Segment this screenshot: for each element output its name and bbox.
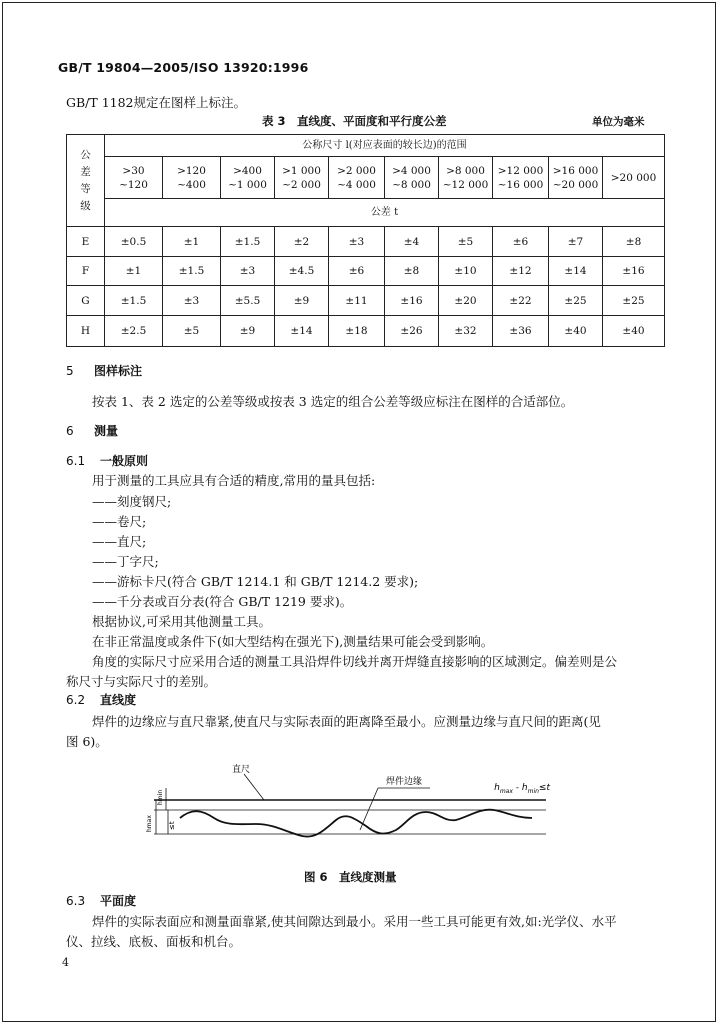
- range-cell: >1 000 ~2 000: [275, 157, 329, 199]
- value-cell: ±8: [385, 257, 439, 286]
- page-number: 4: [62, 956, 69, 969]
- tolerance-label: ≤t: [168, 821, 176, 830]
- value-cell: ±7: [549, 227, 603, 257]
- value-cell: ±40: [549, 316, 603, 347]
- value-cell: ±26: [385, 316, 439, 347]
- paragraph-line: 焊件的实际表面应和测量面靠紧,使其间隙达到最小。采用一些工具可能更有效,如:光学仪、水平: [92, 914, 617, 929]
- section-number: 6.2: [66, 693, 86, 707]
- tolerance-formula: $h_{max} - h_{min}\le t$: [494, 783, 550, 795]
- value-cell: ±4.5: [275, 257, 329, 286]
- grade-header-char: 公: [80, 148, 91, 161]
- edge-leader: [360, 788, 378, 830]
- value-cell: ±6: [493, 227, 549, 257]
- table-row: [67, 286, 665, 316]
- value-cell: ±1: [105, 257, 163, 286]
- range-cell: >20 000: [603, 157, 665, 199]
- section-6-heading: [66, 422, 118, 439]
- paragraph-line: 称尺寸与实际尺寸的差别。: [66, 674, 217, 689]
- value-cell: ±1.5: [105, 286, 163, 316]
- value-cell: ±16: [385, 286, 439, 316]
- standard-code: GB/T 19804—2005/ISO 13920:1996: [58, 60, 309, 75]
- section-6-1-heading: [66, 452, 148, 469]
- value-cell: ±40: [603, 316, 665, 347]
- value-cell: ±18: [329, 316, 385, 347]
- paragraph-line: 焊件的边缘应与直尺靠紧,使直尺与实际表面的距离降至最小。应测量边缘与直尺间的距离(见: [92, 714, 601, 729]
- value-cell: ±14: [275, 316, 329, 347]
- grade-header-char: 级: [80, 199, 91, 212]
- figure-caption: 图 6 直线度测量: [304, 870, 397, 884]
- table-row: [67, 257, 665, 286]
- weld-edge-curve: [180, 810, 532, 837]
- value-cell: ±12: [493, 257, 549, 286]
- value-cell: ±0.5: [105, 227, 163, 257]
- section-title: 一般原则: [100, 454, 149, 468]
- tolerance-header: 公差 t: [105, 199, 665, 227]
- paragraph-line: 根据协议,可采用其他测量工具。: [92, 614, 271, 629]
- section-title: 图样标注: [94, 364, 143, 378]
- value-cell: ±32: [439, 316, 493, 347]
- range-cell: >2 000 ~4 000: [329, 157, 385, 199]
- straightness-figure: [140, 760, 560, 860]
- range-cell: >400 ~1 000: [221, 157, 275, 199]
- section-number: 6.1: [66, 454, 86, 468]
- section-title: 直线度: [100, 693, 137, 707]
- value-cell: ±25: [603, 286, 665, 316]
- value-cell: ±1: [163, 227, 221, 257]
- tolerance-table: [66, 134, 665, 347]
- list-item: ——直尺;: [92, 534, 147, 549]
- section-6-3-heading: [66, 892, 136, 909]
- range-cell: >120 ~400: [163, 157, 221, 199]
- list-item: ——刻度钢尺;: [92, 494, 172, 509]
- value-cell: ±20: [439, 286, 493, 316]
- list-item: ——丁字尺;: [92, 554, 159, 569]
- section-6-2-heading: [66, 691, 136, 708]
- ruler-label: 直尺: [232, 765, 251, 775]
- ruler-leader: [244, 774, 264, 800]
- grade-header-cell: [67, 135, 105, 227]
- range-cell: >8 000 ~12 000: [439, 157, 493, 199]
- section-number: 6.3: [66, 894, 86, 908]
- value-cell: ±5: [163, 316, 221, 347]
- list-item: ——卷尺;: [92, 514, 147, 529]
- paragraph-line: 在非正常温度或条件下(如大型结构在强光下),测量结果可能会受到影响。: [92, 634, 494, 649]
- section-title: 平面度: [100, 894, 137, 908]
- size-range-header: 公称尺寸 l(对应表面的较长边)的范围: [105, 135, 665, 157]
- grade-cell: G: [67, 286, 105, 316]
- paragraph-line: 图 6)。: [66, 734, 108, 749]
- grade-cell: H: [67, 316, 105, 347]
- value-cell: ±11: [329, 286, 385, 316]
- grade-cell: F: [67, 257, 105, 286]
- section-number: 6: [66, 424, 74, 438]
- value-cell: ±5: [439, 227, 493, 257]
- hmax-label: hmax: [146, 815, 153, 832]
- value-cell: ±36: [493, 316, 549, 347]
- value-cell: ±9: [275, 286, 329, 316]
- value-cell: ±10: [439, 257, 493, 286]
- value-cell: ±5.5: [221, 286, 275, 316]
- value-cell: ±25: [549, 286, 603, 316]
- value-cell: ±2.5: [105, 316, 163, 347]
- range-cell: >12 000 ~16 000: [493, 157, 549, 199]
- table-caption: 表 3 直线度、平面度和平行度公差: [262, 114, 447, 128]
- hmin-label: hmin: [157, 789, 164, 805]
- value-cell: ±3: [329, 227, 385, 257]
- value-cell: ±14: [549, 257, 603, 286]
- value-cell: ±3: [163, 286, 221, 316]
- range-cell: >4 000 ~8 000: [385, 157, 439, 199]
- grade-header-char: 等: [80, 182, 91, 195]
- grade-cell: E: [67, 227, 105, 257]
- value-cell: ±9: [221, 316, 275, 347]
- value-cell: ±6: [329, 257, 385, 286]
- value-cell: ±1.5: [221, 227, 275, 257]
- section-5-text: 按表 1、表 2 选定的公差等级或按表 3 选定的组合公差等级应标注在图样的合适部位。: [92, 394, 574, 409]
- intro-line: GB/T 1182规定在图样上标注。: [66, 95, 247, 110]
- value-cell: ±8: [603, 227, 665, 257]
- edge-label: 焊件边缘: [386, 777, 423, 787]
- table-row: [67, 227, 665, 257]
- paragraph-line: 用于测量的工具应具有合适的精度,常用的量具包括:: [92, 473, 376, 488]
- value-cell: ±1.5: [163, 257, 221, 286]
- value-cell: ±22: [493, 286, 549, 316]
- value-cell: ±16: [603, 257, 665, 286]
- list-item: ——千分表或百分表(符合 GB/T 1219 要求)。: [92, 594, 353, 609]
- range-cell: >16 000 ~20 000: [549, 157, 603, 199]
- grade-header-char: 差: [80, 165, 91, 178]
- value-cell: ±4: [385, 227, 439, 257]
- list-item: ——游标卡尺(符合 GB/T 1214.1 和 GB/T 1214.2 要求);: [92, 574, 419, 589]
- section-5-heading: [66, 362, 142, 379]
- range-row: [67, 157, 665, 199]
- unit-note: 单位为毫米: [592, 116, 645, 128]
- section-number: 5: [66, 364, 74, 378]
- range-cell: >30 ~120: [105, 157, 163, 199]
- table-row: [67, 316, 665, 347]
- value-cell: ±3: [221, 257, 275, 286]
- paragraph-line: 角度的实际尺寸应采用合适的测量工具沿焊件切线并离开焊缝直接影响的区域测定。偏差则是公: [92, 654, 618, 669]
- paragraph-line: 仪、拉线、底板、面板和机台。: [66, 934, 242, 949]
- section-title: 测量: [94, 424, 119, 438]
- value-cell: ±2: [275, 227, 329, 257]
